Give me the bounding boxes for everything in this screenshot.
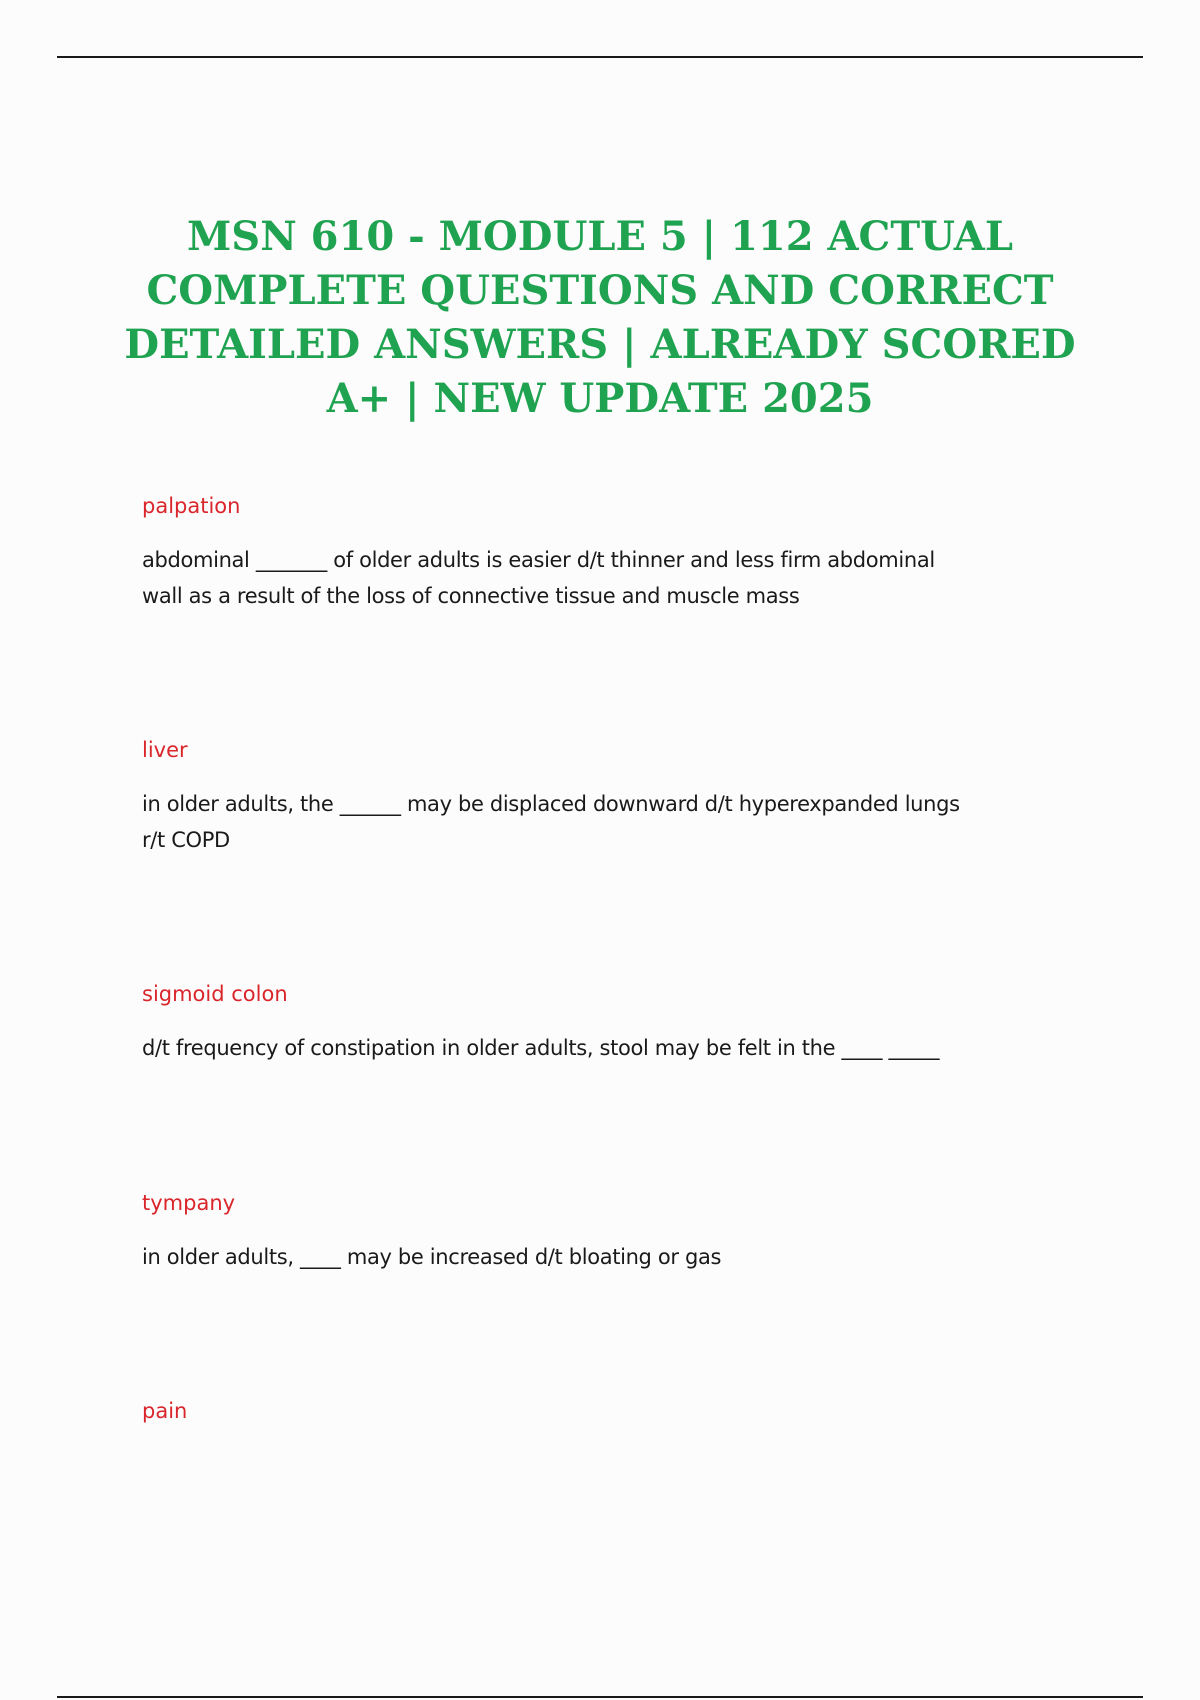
flashcard-pain bbox=[142, 1397, 1082, 1425]
definition-line: d/t frequency of constipation in older adults, stool may be felt in the ____ _____ bbox=[142, 1036, 940, 1060]
title-line: MSN 610 - MODULE 5 | 112 ACTUAL bbox=[187, 213, 1013, 260]
card-term: palpation bbox=[142, 494, 241, 518]
definition-line: wall as a result of the loss of connective tissue and muscle mass bbox=[142, 584, 800, 608]
top-rule bbox=[57, 56, 1143, 58]
title-line: COMPLETE QUESTIONS AND CORRECT bbox=[146, 267, 1054, 314]
title-line: DETAILED ANSWERS | ALREADY SCORED bbox=[124, 321, 1076, 368]
flashcard-sigmoid-colon bbox=[142, 980, 1082, 1066]
card-term: pain bbox=[142, 1399, 188, 1423]
title-line: A+ | NEW UPDATE 2025 bbox=[326, 375, 874, 422]
card-definition bbox=[142, 1030, 1082, 1066]
card-definition bbox=[142, 786, 1082, 858]
definition-line: in older adults, the ______ may be displaced downward d/t hyperexpanded lungs bbox=[142, 792, 960, 816]
definition-line: r/t COPD bbox=[142, 828, 230, 852]
definition-line: in older adults, ____ may be increased d/t bloating or gas bbox=[142, 1245, 722, 1269]
flashcard-palpation bbox=[142, 492, 1082, 614]
flashcard-tympany bbox=[142, 1189, 1082, 1275]
card-definition bbox=[142, 542, 1082, 614]
card-term: tympany bbox=[142, 1191, 236, 1215]
card-definition bbox=[142, 1239, 1082, 1275]
bottom-rule bbox=[57, 1696, 1143, 1698]
document-title bbox=[120, 210, 1080, 426]
definition-line: abdominal _______ of older adults is easier d/t thinner and less firm abdominal bbox=[142, 548, 935, 572]
card-term: liver bbox=[142, 738, 188, 762]
flashcard-liver bbox=[142, 736, 1082, 858]
card-term: sigmoid colon bbox=[142, 982, 288, 1006]
